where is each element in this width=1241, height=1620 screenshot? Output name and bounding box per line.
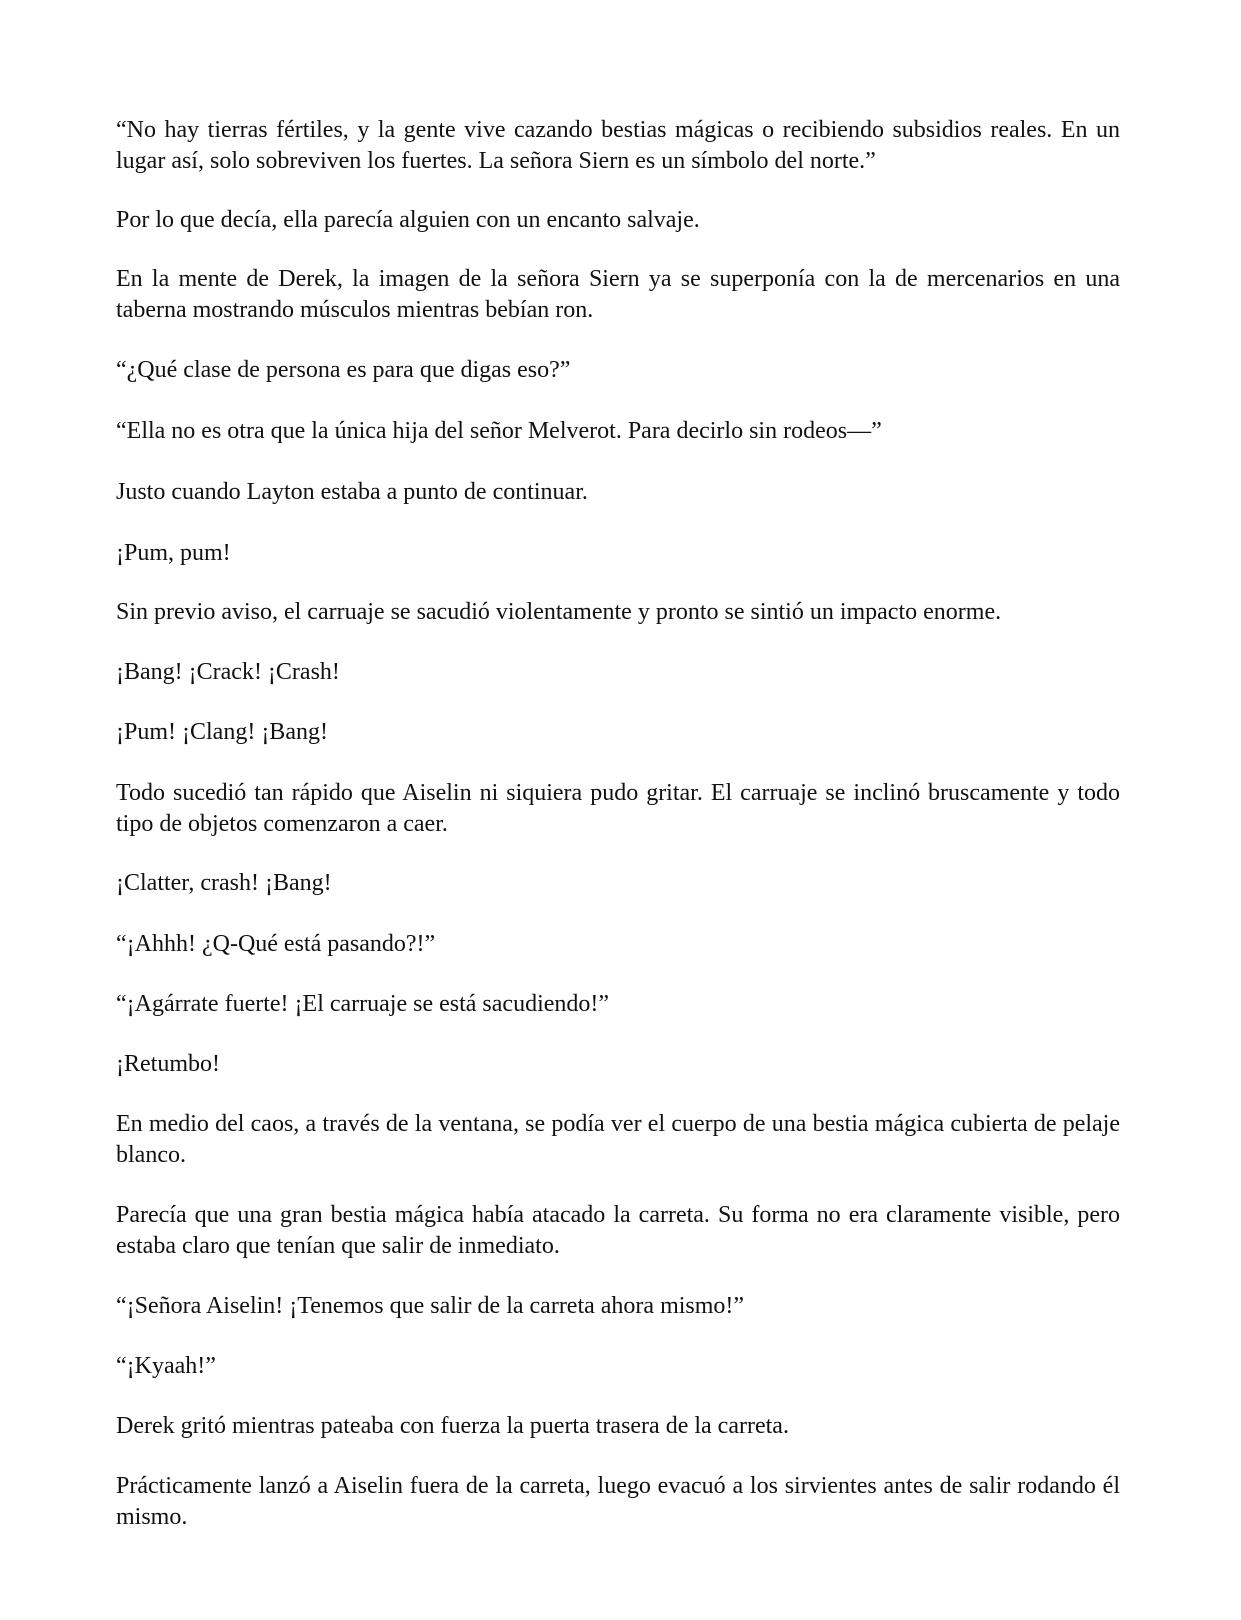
paragraph: ¡Clatter, crash! ¡Bang! — [116, 870, 332, 896]
paragraph: “¡Agárrate fuerte! ¡El carruaje se está sacudiendo!” — [116, 991, 610, 1017]
paragraph: ¡Pum! ¡Clang! ¡Bang! — [116, 719, 328, 745]
paragraph: Por lo que decía, ella parecía alguien con un encanto salvaje. — [116, 207, 700, 233]
paragraph: “¿Qué clase de persona es para que digas eso?” — [116, 357, 571, 383]
paragraph: En la mente de Derek, la imagen de la señora Siern ya se superponía con la de mercenarios en una taberna mostrando músculos mientras bebían ron. — [116, 266, 1120, 323]
paragraph: Todo sucedió tan rápido que Aiselin ni siquiera pudo gritar. El carruaje se inclinó bruscamente y todo tipo de objetos comenzaron a caer. — [116, 780, 1120, 837]
paragraph: Justo cuando Layton estaba a punto de continuar. — [116, 479, 588, 505]
paragraph: “¡Kyaah!” — [116, 1353, 216, 1379]
paragraph: “Ella no es otra que la única hija del señor Melverot. Para decirlo sin rodeos—” — [116, 418, 882, 444]
paragraph: ¡Pum, pum! — [116, 540, 231, 566]
paragraph: Derek gritó mientras pateaba con fuerza la puerta trasera de la carreta. — [116, 1413, 789, 1439]
paragraph: “No hay tierras fértiles, y la gente vive cazando bestias mágicas o recibiendo subsidios reales. En un lugar así, solo sobreviven los fuertes. La señora Siern es un símbolo del norte.” — [116, 117, 1120, 174]
paragraph: Sin previo aviso, el carruaje se sacudió violentamente y pronto se sintió un impacto enorme. — [116, 599, 1002, 625]
paragraph: ¡Bang! ¡Crack! ¡Crash! — [116, 659, 340, 685]
paragraph: “¡Ahhh! ¿Q-Qué está pasando?!” — [116, 931, 436, 957]
paragraph: Parecía que una gran bestia mágica había atacado la carreta. Su forma no era claramente visible, pero estaba claro que tenían que salir de inmediato. — [116, 1202, 1120, 1259]
paragraph: “¡Señora Aiselin! ¡Tenemos que salir de la carreta ahora mismo!” — [116, 1293, 745, 1319]
paragraph: En medio del caos, a través de la ventana, se podía ver el cuerpo de una bestia mágica cubierta de pelaje blanco. — [116, 1111, 1120, 1168]
paragraph: ¡Retumbo! — [116, 1051, 220, 1077]
paragraph: Prácticamente lanzó a Aiselin fuera de la carreta, luego evacuó a los sirvientes antes de salir rodando él mismo. — [116, 1473, 1120, 1530]
